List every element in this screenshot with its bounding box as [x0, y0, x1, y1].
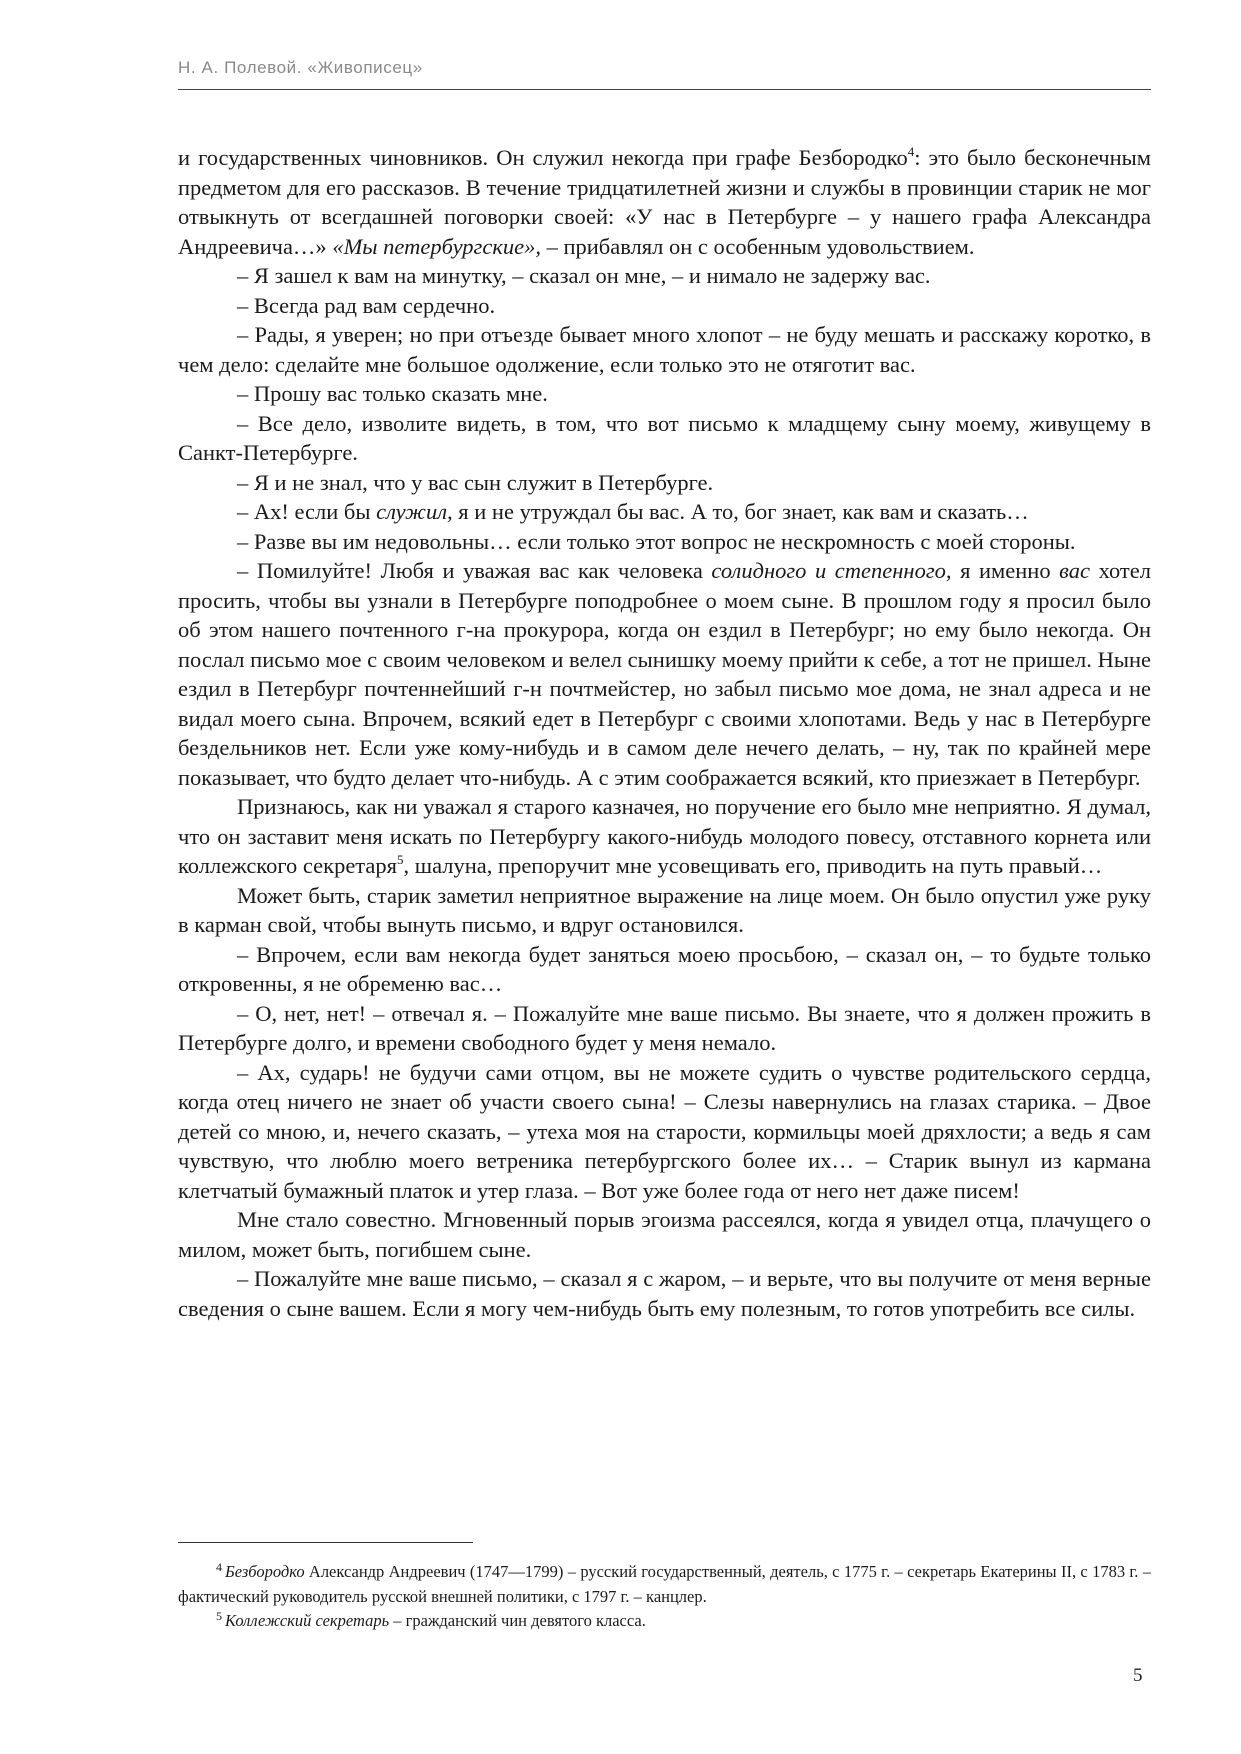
footnote-reference: 4 — [907, 143, 915, 159]
text-run: – Всегда рад вам сердечно. — [237, 292, 496, 318]
text-run: – Все дело, изволите видеть, в том, что вот письмо к младщему сыну моему, живущему в Санкт-Петербурге. — [178, 410, 1151, 465]
text-run: – Ах, сударь! не будучи сами отцом, вы не можете судить о чувстве родительского сердца, когда отец ничего не знает об участи своего сына! – Слезы навернулись на глазах старика. – Двое детей со мною, и, нечего сказать, – утеха моя на старости, кормильцы моей дряхлости; а ведь я сам чувствую, что люблю моего ветреника петербургского более их… – Старик вынул из кармана клетчатый бумажный платок и утер глаза. – Вот уже более года от него нет даже писем! — [178, 1059, 1151, 1203]
paragraph — [178, 379, 1151, 409]
text-run: Мне стало совестно. Мгновенный порыв эгоизма рассеялся, когда я увидел отца, плачущего о милом, может быть, погибшем сыне. — [178, 1207, 1151, 1262]
paragraph — [178, 792, 1151, 881]
text-run: – Ах! если бы — [237, 499, 377, 524]
text-run: – Прошу вас только сказать мне. — [237, 381, 548, 406]
italic-text: Безбородко — [225, 1562, 305, 1581]
text-run: – Пожалуйте мне ваше письмо, – сказал я с жаром, – и верьте, что вы получите от меня верные сведения о сыне вашем. Если я могу чем-нибудь быть ему полезным, то готов употребить все силы. — [178, 1266, 1151, 1321]
italic-text: солидного и степенного, — [711, 558, 952, 583]
paragraph — [178, 1058, 1151, 1206]
text-run: я именно — [951, 558, 1060, 583]
text-run: – Я и не знал, что у вас сын служит в Петербурге. — [237, 469, 714, 495]
italic-text: Коллежский секретарь — [225, 1611, 390, 1630]
paragraph — [178, 881, 1151, 940]
paragraph — [178, 1264, 1151, 1323]
text-run: – Помилуйте! Любя и уважая вас как человека — [237, 558, 712, 583]
text-run: и государственных чиновников. Он служил некогда при графе Безбородко — [178, 145, 908, 170]
paragraph — [178, 999, 1151, 1058]
footnote — [178, 1560, 1151, 1609]
text-run: , шалуна, препоручит мне усовещивать его, приводить на путь правый… — [403, 853, 1103, 878]
text-run: – Разве вы им недовольны… если только этот вопрос не нескромность с моей стороны. — [237, 528, 1076, 554]
paragraph — [178, 940, 1151, 999]
paragraph — [178, 497, 1151, 527]
paragraph — [178, 1205, 1151, 1264]
text-run: – Я зашел к вам на минутку, – сказал он мне, – и нимало не задержу вас. — [237, 263, 931, 288]
footnote — [178, 1609, 1151, 1634]
italic-text: «Мы петербургские», — [332, 233, 541, 259]
text-run: – Рады, я уверен; но при отъезде бывает много хлопот – не буду мешать и расскажу коротко, в чем дело: сделайте мне большое одолжение, если только это не отяготит вас. — [178, 322, 1151, 377]
footnote-reference: 5 — [397, 851, 404, 867]
text-run: я и не утруждал бы вас. А то, бог знает, как вам и сказать… — [452, 499, 1029, 524]
paragraph — [178, 291, 1151, 321]
paragraph — [178, 556, 1151, 792]
text-run: Признаюсь, как ни уважал я старого казначея, но поручение его было мне неприятно. Я думал, что он заставит меня искать по Петербургу какого-нибудь молодого повесу, отставного корнета или коллежского секретаря — [178, 794, 1151, 878]
paragraph — [178, 320, 1151, 379]
running-head-title: Н. А. Полевой. «Живописец» — [178, 58, 423, 77]
text-run: – Впрочем, если вам некогда будет заняться моею просьбою, – сказал он, – то будьте только откровенны, я не обременю вас… — [178, 941, 1151, 996]
text-run: Может быть, старик заметил неприятное выражение на лице моем. Он было опустил уже руку в карман свой, чтобы вынуть письмо, и вдруг остановился. — [178, 882, 1151, 937]
italic-text: служил, — [376, 499, 453, 524]
text-run: : это было бесконечным предметом для его рассказов. В течение тридцатилетней жизни и службы в провинции старик не мог отвыкнуть от всегдашней поговорки своей: «У нас в Петербурге – у нашего графа Александра Андреевича…» — [178, 145, 1151, 259]
text-run: Александр Андреевич (1747—1799) – русский государственный, деятель, с 1775 г. – секретарь Екатерины II, с 1783 г. – фактический руководитель русской внешней политики, с 1797 г. – канцлер. — [178, 1562, 1151, 1606]
footnote-mark: 4 — [216, 1559, 222, 1574]
paragraph — [178, 143, 1151, 261]
italic-text: вас — [1059, 558, 1091, 583]
header-rule — [178, 89, 1151, 90]
text-run: – гражданский чин девятого класса. — [389, 1611, 646, 1630]
text-run: хотел просить, чтобы вы узнали в Петербурге поподробнее о моем сыне. В прошлом году я просил было об этом нашего почтенного г-на прокурора, когда он ездил в Петербург; но ему было некогда. Он послал письмо мое с своим человеком и велел сынишку моему прийти к себе, а тот не пришел. Ныне ездил в Петербург почтеннейший г-н почтмейстер, но забыл письмо мое дома, не знал адреса и не видал моего сына. Впрочем, всякий едет в Петербург с своими хлопотами. Ведь у нас в Петербурге бездельников нет. Если уже кому-нибудь и в самом деле нечего делать, – ну, так по крайней мере показывает, что будто делает что-нибудь. А с этим соображается всякий, кто приезжает в Петербург. — [178, 558, 1151, 790]
paragraph — [178, 261, 1151, 291]
page-number: 5 — [1133, 1665, 1143, 1686]
footnote-rule — [178, 1542, 473, 1543]
paragraph — [178, 468, 1151, 498]
text-run: – О, нет, нет! – отвечал я. – Пожалуйте мне ваше письмо. Вы знаете, что я должен прожить в Петербурге долго, и времени свободного будет у меня немало. — [178, 1000, 1151, 1055]
text-run: – прибавлял он с особенным удовольствием. — [540, 233, 975, 259]
paragraph — [178, 527, 1151, 557]
footnotes — [178, 1560, 1151, 1634]
footnote-mark: 5 — [216, 1608, 222, 1623]
main-text — [178, 143, 1151, 1323]
paragraph — [178, 409, 1151, 468]
